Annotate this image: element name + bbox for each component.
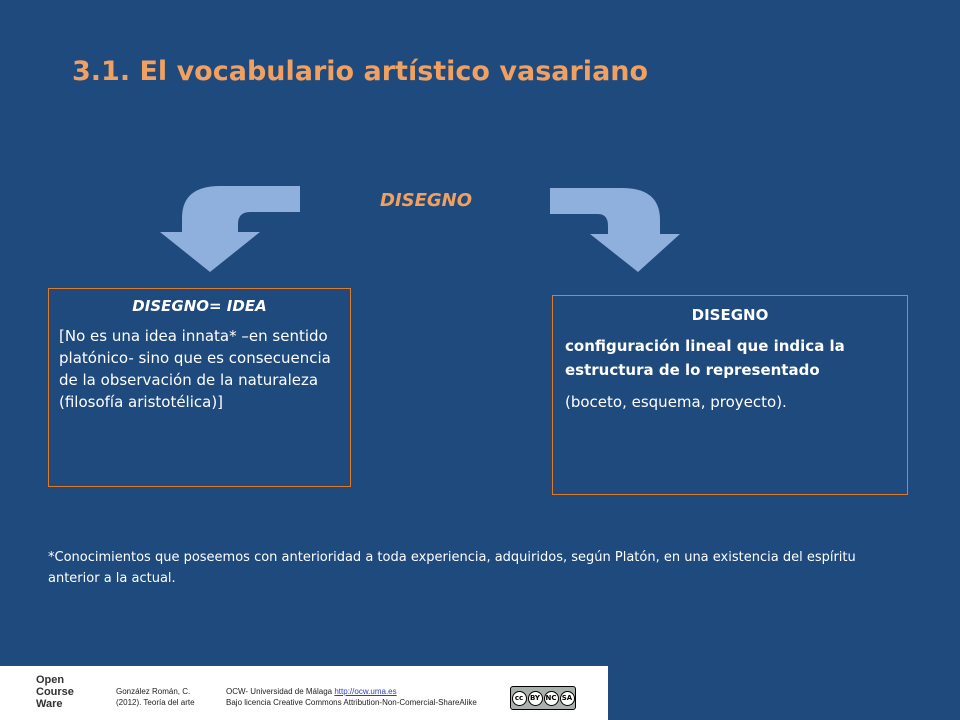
by-icon: BY [528,691,543,706]
disegno-idea-heading: DISEGNO= IDEA [132,297,267,315]
footer-banner [0,666,608,720]
author-citation [116,686,195,708]
logo-line-open: Open [36,674,65,686]
disegno-lineal-heading: DISEGNO [691,306,769,324]
sa-icon: SA [560,691,575,706]
logo-line-ware: Ware [36,698,63,710]
curved-arrow-left-down-icon [160,184,310,274]
institution-info [226,686,477,708]
cc-icon: cc [512,691,527,706]
nc-icon: NC [544,691,559,706]
disegno-label: DISEGNO [380,190,473,211]
author-work: (2012). Teoría del arte [116,698,195,707]
curved-arrow-right-down-icon [550,186,685,276]
disegno-lineal-definition: configuración lineal que indica la estructura de lo representado [565,337,845,379]
license-text: Bajo licencia Creative Commons Attribution-Non-Comercial-ShareAlike [226,698,477,707]
disegno-lineal-box [552,295,908,495]
institution-name: OCW- Universidad de Málaga [226,687,333,696]
ocw-link[interactable]: http://ocw.uma.es [334,687,397,696]
creative-commons-icon[interactable] [510,686,576,710]
author-name: González Román, C. [116,687,191,696]
disegno-idea-text: [No es una idea innata* –en sentido platónico- sino que es consecuencia de la observación de la naturaleza (filosofía aristotélica)] [59,327,331,411]
slide-title: 3.1. El vocabulario artístico vasariano [72,56,649,87]
footnote: *Conocimientos que poseemos con anterioridad a toda experiencia, adquiridos, según Platón, en una existencia del espíritu anterior a la actual. [48,550,856,586]
disegno-lineal-examples: (boceto, esquema, proyecto). [565,393,787,411]
ocw-logo [36,674,74,710]
disegno-idea-box [48,288,351,487]
logo-line-course: Course [36,686,74,698]
